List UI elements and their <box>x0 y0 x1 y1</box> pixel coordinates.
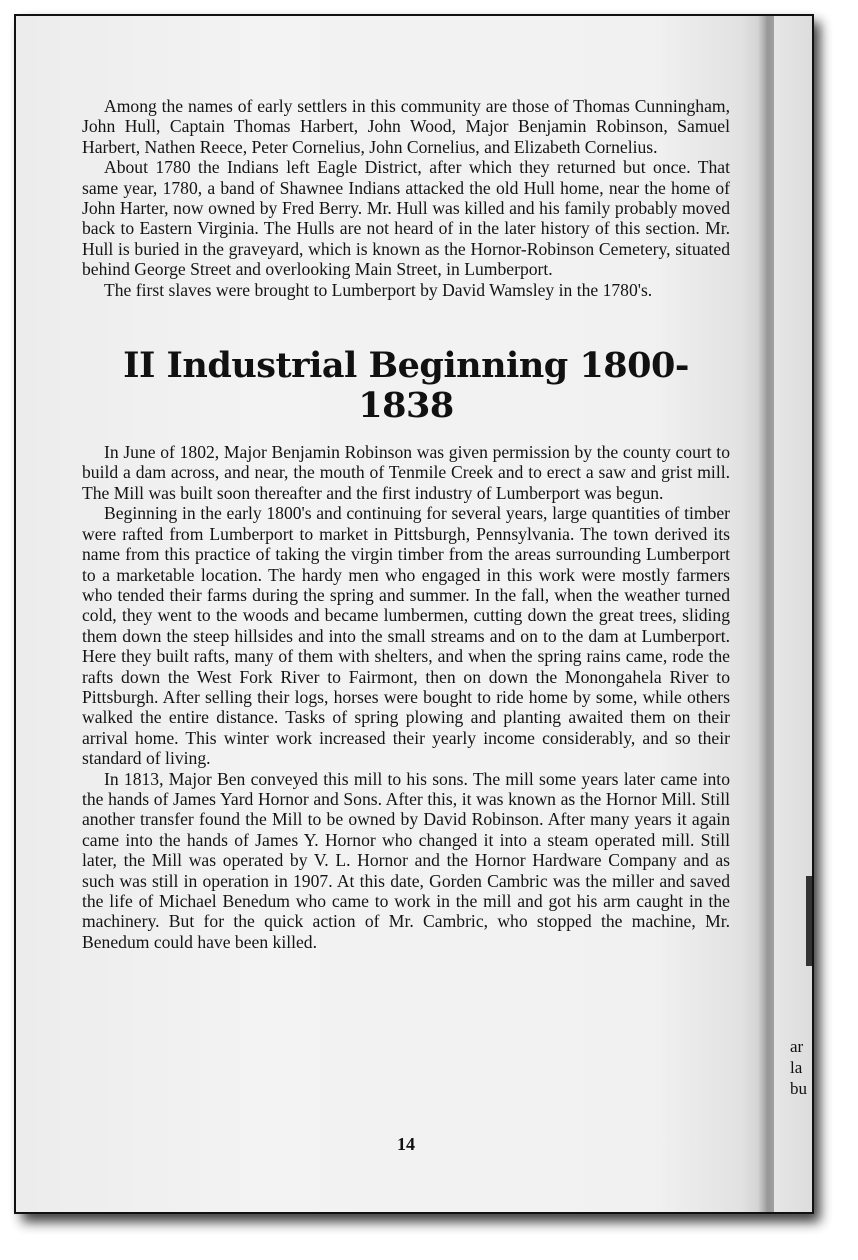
paragraph-indians: About 1780 the Indians left Eagle District, after which they returned but once. That same year, 1780, a band of Shawnee Indians attacked the old Hull home, near the home of John Harter, now owned by Fred Berry. Mr. Hull was killed and his family probably moved back to Eastern Virginia. The Hulls are not heard of in the later history of this section. Mr. Hull is buried in the graveyard, which is known as the Hornor-Robinson Cemetery, situated behind George Street and overlooking Main Street, in Lumberport. <box>82 157 730 280</box>
adjacent-page-fragment: ar <box>790 1037 804 1056</box>
scan-mark <box>806 876 814 966</box>
paragraph-settlers: Among the names of early settlers in this community are those of Thomas Cunningham, John Hull, Captain Thomas Harbert, John Wood, Major Benjamin Robinson, Samuel Harbert, Nathen Reece, Peter Cornelius, John Cornelius, and Elizabeth Cornelius. <box>82 96 730 157</box>
paragraph-slaves: The first slaves were brought to Lumberport by David Wamsley in the 1780's. <box>104 279 653 300</box>
adjacent-page-edge <box>774 16 814 1212</box>
adjacent-page-fragment: bu <box>790 1079 807 1098</box>
paragraph-timber: Beginning in the early 1800's and continuing for several years, large quantities of timber were rafted from Lumberport to market in Pittsburgh, Pennsylvania. The town derived its name from this practice of taking the virgin timber from the areas surrounding Lumberport to a marketable location. The hardy men who engaged in this work were mostly farmers who tended their farms during the spring and summer. In the fall, when the weather turned cold, they went to the woods and became lumbermen, cutting down the great trees, sliding them down the steep hillsides and into the small streams and on to the dam at Lumberport. Here they built rafts, many of them with shelters, and when the spring rains came, rode the rafts down the West Fork River to Fairmont, then on down the Monongahela River to Pittsburgh. After selling their logs, horses were bought to ride home by some, while others walked the entire distance. Tasks of spring plowing and planting awaited them on their arrival home. This winter work increased their yearly income considerably, and so their standard of living. <box>82 503 730 769</box>
paragraph-dam: In June of 1802, Major Benjamin Robinson was given permission by the county court to build a dam across, and near, the mouth of Tenmile Creek and to erect a saw and grist mill. The Mill was built soon thereafter and the first industry of Lumberport was begun. <box>82 442 730 503</box>
book-gutter <box>758 16 774 1212</box>
scanned-page <box>14 14 814 1214</box>
chapter-title: II Industrial Beginning 1800-1838 <box>123 345 689 427</box>
paragraph-mill-history: In 1813, Major Ben conveyed this mill to his sons. The mill some years later came into the hands of James Yard Hornor and Sons. After this, it was known as the Hornor Mill. Still another transfer found the Mill to be owned by David Robinson. After many years it again came into the hands of James Y. Hornor who changed it into a steam operated mill. Still later, the Mill was operated by V. L. Hornor and the Hornor Hardware Company and as such was still in operation in 1907. At this date, Gorden Cambric was the miller and saved the life of Michael Benedum who came to work in the mill and got his arm caught in the machinery. But for the quick action of Mr. Cambric, who stopped the machine, Mr. Benedum could have been killed. <box>82 768 730 952</box>
page-number: 14 <box>397 1134 415 1154</box>
page-body <box>82 96 730 952</box>
adjacent-page-fragment: la <box>790 1058 803 1077</box>
